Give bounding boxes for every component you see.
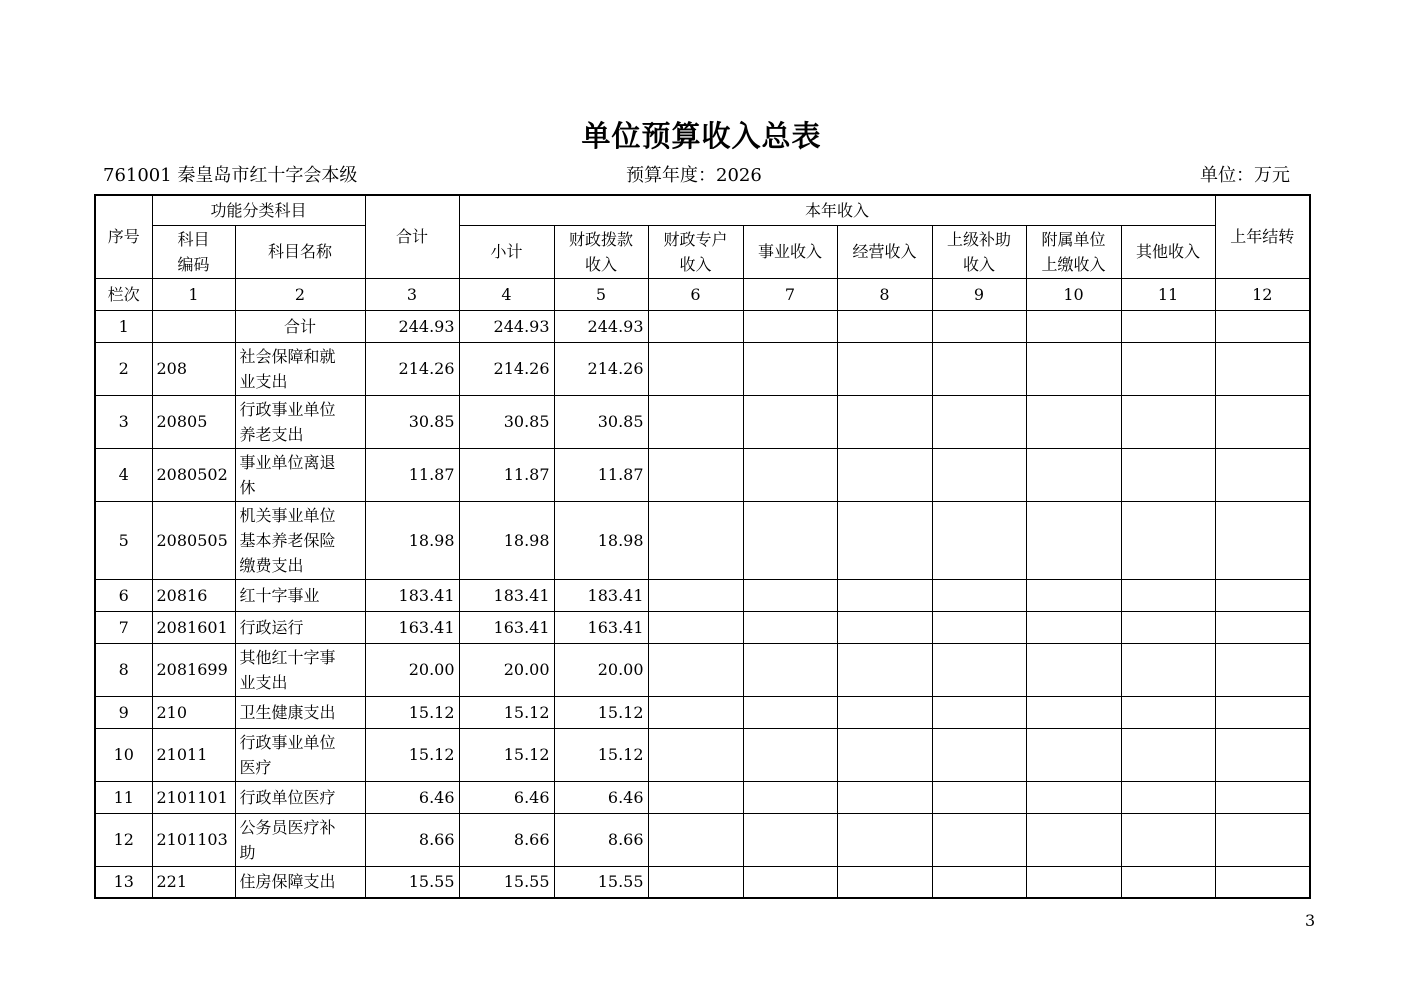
row-empty-cell	[1215, 342, 1310, 395]
header-affiliated: 附属单位 上缴收入	[1026, 225, 1121, 278]
header-subtotal: 小计	[459, 225, 554, 278]
column-index-cell: 10	[1026, 278, 1121, 310]
row-empty-cell	[1215, 696, 1310, 728]
row-empty-cell	[1026, 310, 1121, 342]
row-name: 事业单位离退 休	[235, 448, 365, 501]
row-empty-cell	[648, 813, 743, 866]
row-empty-cell	[1215, 395, 1310, 448]
header-superior: 上级补助 收入	[932, 225, 1026, 278]
row-fiscal: 15.55	[554, 866, 648, 898]
row-empty-cell	[837, 728, 932, 781]
row-empty-cell	[932, 643, 1026, 696]
row-seq: 8	[95, 643, 152, 696]
column-index-cell: 4	[459, 278, 554, 310]
row-empty-cell	[648, 342, 743, 395]
row-total: 30.85	[365, 395, 459, 448]
row-total: 163.41	[365, 611, 459, 643]
row-empty-cell	[743, 579, 837, 611]
row-empty-cell	[932, 611, 1026, 643]
row-empty-cell	[648, 643, 743, 696]
row-fiscal: 20.00	[554, 643, 648, 696]
row-empty-cell	[932, 813, 1026, 866]
row-empty-cell	[837, 310, 932, 342]
row-empty-cell	[648, 310, 743, 342]
row-name: 行政运行	[235, 611, 365, 643]
row-empty-cell	[648, 728, 743, 781]
row-fiscal: 15.12	[554, 696, 648, 728]
row-empty-cell	[1215, 310, 1310, 342]
row-empty-cell	[743, 813, 837, 866]
row-empty-cell	[743, 448, 837, 501]
row-empty-cell	[1215, 579, 1310, 611]
table-row	[95, 866, 1310, 898]
row-empty-cell	[648, 611, 743, 643]
row-empty-cell	[1026, 643, 1121, 696]
row-total: 6.46	[365, 781, 459, 813]
row-empty-cell	[1215, 866, 1310, 898]
row-total: 11.87	[365, 448, 459, 501]
currency-unit: 单位：万元	[1200, 165, 1290, 186]
table-row	[95, 579, 1310, 611]
row-name: 合计	[235, 310, 365, 342]
header-total: 合计	[365, 195, 459, 278]
row-fiscal: 15.12	[554, 728, 648, 781]
row-subtotal: 15.55	[459, 866, 554, 898]
column-index-cell: 7	[743, 278, 837, 310]
row-total: 20.00	[365, 643, 459, 696]
row-empty-cell	[1026, 448, 1121, 501]
row-seq: 1	[95, 310, 152, 342]
row-fiscal: 6.46	[554, 781, 648, 813]
row-empty-cell	[1215, 813, 1310, 866]
row-empty-cell	[648, 579, 743, 611]
row-empty-cell	[1026, 728, 1121, 781]
header-carryover: 上年结转	[1215, 195, 1310, 278]
row-code: 2081699	[152, 643, 235, 696]
row-empty-cell	[1121, 696, 1215, 728]
row-code: 2101101	[152, 781, 235, 813]
row-empty-cell	[648, 866, 743, 898]
row-code: 21011	[152, 728, 235, 781]
table-row	[95, 395, 1310, 448]
row-empty-cell	[837, 342, 932, 395]
row-empty-cell	[1215, 448, 1310, 501]
row-name: 机关事业单位 基本养老保险 缴费支出	[235, 501, 365, 579]
row-total: 244.93	[365, 310, 459, 342]
row-empty-cell	[743, 643, 837, 696]
row-empty-cell	[1026, 813, 1121, 866]
row-code: 221	[152, 866, 235, 898]
header-fiscal-special: 财政专户 收入	[648, 225, 743, 278]
row-subtotal: 11.87	[459, 448, 554, 501]
row-empty-cell	[1215, 781, 1310, 813]
row-empty-cell	[1121, 501, 1215, 579]
header-code: 科目 编码	[152, 225, 235, 278]
row-seq: 4	[95, 448, 152, 501]
row-empty-cell	[837, 395, 932, 448]
row-seq: 9	[95, 696, 152, 728]
row-name: 行政单位医疗	[235, 781, 365, 813]
page-number: 3	[1305, 911, 1316, 930]
row-empty-cell	[1026, 501, 1121, 579]
row-empty-cell	[837, 611, 932, 643]
row-subtotal: 244.93	[459, 310, 554, 342]
header-seq: 序号	[95, 195, 152, 278]
row-empty-cell	[1121, 342, 1215, 395]
row-empty-cell	[837, 448, 932, 501]
row-subtotal: 8.66	[459, 813, 554, 866]
row-empty-cell	[743, 501, 837, 579]
row-empty-cell	[932, 395, 1026, 448]
row-subtotal: 20.00	[459, 643, 554, 696]
row-empty-cell	[837, 813, 932, 866]
table-row	[95, 813, 1310, 866]
row-empty-cell	[932, 310, 1026, 342]
row-empty-cell	[648, 448, 743, 501]
row-name: 行政事业单位 医疗	[235, 728, 365, 781]
row-empty-cell	[932, 781, 1026, 813]
table-row	[95, 611, 1310, 643]
row-empty-cell	[1215, 501, 1310, 579]
row-seq: 12	[95, 813, 152, 866]
page-title: 单位预算收入总表	[581, 119, 822, 153]
row-code: 20816	[152, 579, 235, 611]
row-empty-cell	[743, 866, 837, 898]
row-code: 2080505	[152, 501, 235, 579]
column-index-cell: 11	[1121, 278, 1215, 310]
row-total: 15.12	[365, 728, 459, 781]
row-fiscal: 214.26	[554, 342, 648, 395]
row-subtotal: 15.12	[459, 728, 554, 781]
row-fiscal: 244.93	[554, 310, 648, 342]
budget-income-table	[94, 194, 1311, 899]
row-seq: 5	[95, 501, 152, 579]
row-empty-cell	[743, 696, 837, 728]
row-empty-cell	[932, 448, 1026, 501]
budget-year: 预算年度：2026	[626, 165, 762, 186]
header-func-group: 功能分类科目	[152, 195, 365, 225]
row-seq: 3	[95, 395, 152, 448]
row-fiscal: 18.98	[554, 501, 648, 579]
column-index-cell: 2	[235, 278, 365, 310]
row-total: 8.66	[365, 813, 459, 866]
row-empty-cell	[648, 501, 743, 579]
row-empty-cell	[1026, 579, 1121, 611]
row-empty-cell	[932, 728, 1026, 781]
row-empty-cell	[1215, 611, 1310, 643]
column-index-cell: 5	[554, 278, 648, 310]
row-empty-cell	[1026, 342, 1121, 395]
row-name: 社会保障和就 业支出	[235, 342, 365, 395]
row-empty-cell	[743, 342, 837, 395]
row-empty-cell	[648, 696, 743, 728]
row-empty-cell	[837, 866, 932, 898]
table-row	[95, 781, 1310, 813]
row-empty-cell	[1026, 611, 1121, 643]
row-empty-cell	[932, 696, 1026, 728]
row-empty-cell	[1121, 866, 1215, 898]
row-empty-cell	[1215, 643, 1310, 696]
row-seq: 13	[95, 866, 152, 898]
row-empty-cell	[1121, 448, 1215, 501]
row-empty-cell	[743, 310, 837, 342]
row-empty-cell	[932, 342, 1026, 395]
row-empty-cell	[1121, 643, 1215, 696]
row-code: 2080502	[152, 448, 235, 501]
row-empty-cell	[743, 611, 837, 643]
row-empty-cell	[837, 781, 932, 813]
row-fiscal: 11.87	[554, 448, 648, 501]
row-seq: 6	[95, 579, 152, 611]
table-row	[95, 448, 1310, 501]
row-name: 公务员医疗补 助	[235, 813, 365, 866]
row-empty-cell	[1121, 310, 1215, 342]
row-subtotal: 214.26	[459, 342, 554, 395]
header-fiscal: 财政拨款 收入	[554, 225, 648, 278]
row-empty-cell	[1026, 696, 1121, 728]
table-row	[95, 728, 1310, 781]
row-name: 行政事业单位 养老支出	[235, 395, 365, 448]
row-empty-cell	[837, 579, 932, 611]
row-empty-cell	[1215, 728, 1310, 781]
unit-name: 761001 秦皇岛市红十字会本级	[103, 165, 358, 186]
row-empty-cell	[837, 501, 932, 579]
row-empty-cell	[837, 696, 932, 728]
column-index-cell: 8	[837, 278, 932, 310]
row-fiscal: 163.41	[554, 611, 648, 643]
row-seq: 7	[95, 611, 152, 643]
column-index-cell: 6	[648, 278, 743, 310]
row-empty-cell	[932, 866, 1026, 898]
row-subtotal: 163.41	[459, 611, 554, 643]
row-name: 红十字事业	[235, 579, 365, 611]
row-code: 208	[152, 342, 235, 395]
row-empty-cell	[648, 781, 743, 813]
row-total: 15.55	[365, 866, 459, 898]
row-total: 183.41	[365, 579, 459, 611]
row-empty-cell	[932, 579, 1026, 611]
row-empty-cell	[932, 501, 1026, 579]
row-empty-cell	[1026, 395, 1121, 448]
header-other: 其他收入	[1121, 225, 1215, 278]
row-empty-cell	[743, 781, 837, 813]
column-index-cell: 1	[152, 278, 235, 310]
table-row	[95, 696, 1310, 728]
row-empty-cell	[1121, 728, 1215, 781]
row-fiscal: 8.66	[554, 813, 648, 866]
row-empty-cell	[1121, 813, 1215, 866]
row-fiscal: 183.41	[554, 579, 648, 611]
row-empty-cell	[743, 728, 837, 781]
table-row	[95, 643, 1310, 696]
row-empty-cell	[837, 643, 932, 696]
row-name: 卫生健康支出	[235, 696, 365, 728]
row-empty-cell	[1121, 781, 1215, 813]
table-row	[95, 342, 1310, 395]
row-empty-cell	[1121, 611, 1215, 643]
row-total: 18.98	[365, 501, 459, 579]
row-subtotal: 183.41	[459, 579, 554, 611]
column-index-cell: 3	[365, 278, 459, 310]
row-name: 住房保障支出	[235, 866, 365, 898]
column-index-row	[95, 278, 1310, 310]
column-index-cell: 栏次	[95, 278, 152, 310]
row-seq: 2	[95, 342, 152, 395]
row-seq: 10	[95, 728, 152, 781]
row-empty-cell	[1121, 395, 1215, 448]
header-business: 事业收入	[743, 225, 837, 278]
row-code: 2101103	[152, 813, 235, 866]
row-empty-cell	[1026, 781, 1121, 813]
row-empty-cell	[743, 395, 837, 448]
row-code	[152, 310, 235, 342]
table-row	[95, 310, 1310, 342]
column-index-cell: 9	[932, 278, 1026, 310]
header-current-year: 本年收入	[459, 195, 1215, 225]
row-seq: 11	[95, 781, 152, 813]
row-fiscal: 30.85	[554, 395, 648, 448]
row-subtotal: 6.46	[459, 781, 554, 813]
row-empty-cell	[1121, 579, 1215, 611]
row-code: 20805	[152, 395, 235, 448]
row-total: 15.12	[365, 696, 459, 728]
header-operating: 经营收入	[837, 225, 932, 278]
column-index-cell: 12	[1215, 278, 1310, 310]
row-code: 210	[152, 696, 235, 728]
table-row	[95, 501, 1310, 579]
header-name: 科目名称	[235, 225, 365, 278]
row-subtotal: 18.98	[459, 501, 554, 579]
row-total: 214.26	[365, 342, 459, 395]
row-name: 其他红十字事 业支出	[235, 643, 365, 696]
row-subtotal: 30.85	[459, 395, 554, 448]
row-empty-cell	[648, 395, 743, 448]
row-subtotal: 15.12	[459, 696, 554, 728]
row-code: 2081601	[152, 611, 235, 643]
row-empty-cell	[1026, 866, 1121, 898]
